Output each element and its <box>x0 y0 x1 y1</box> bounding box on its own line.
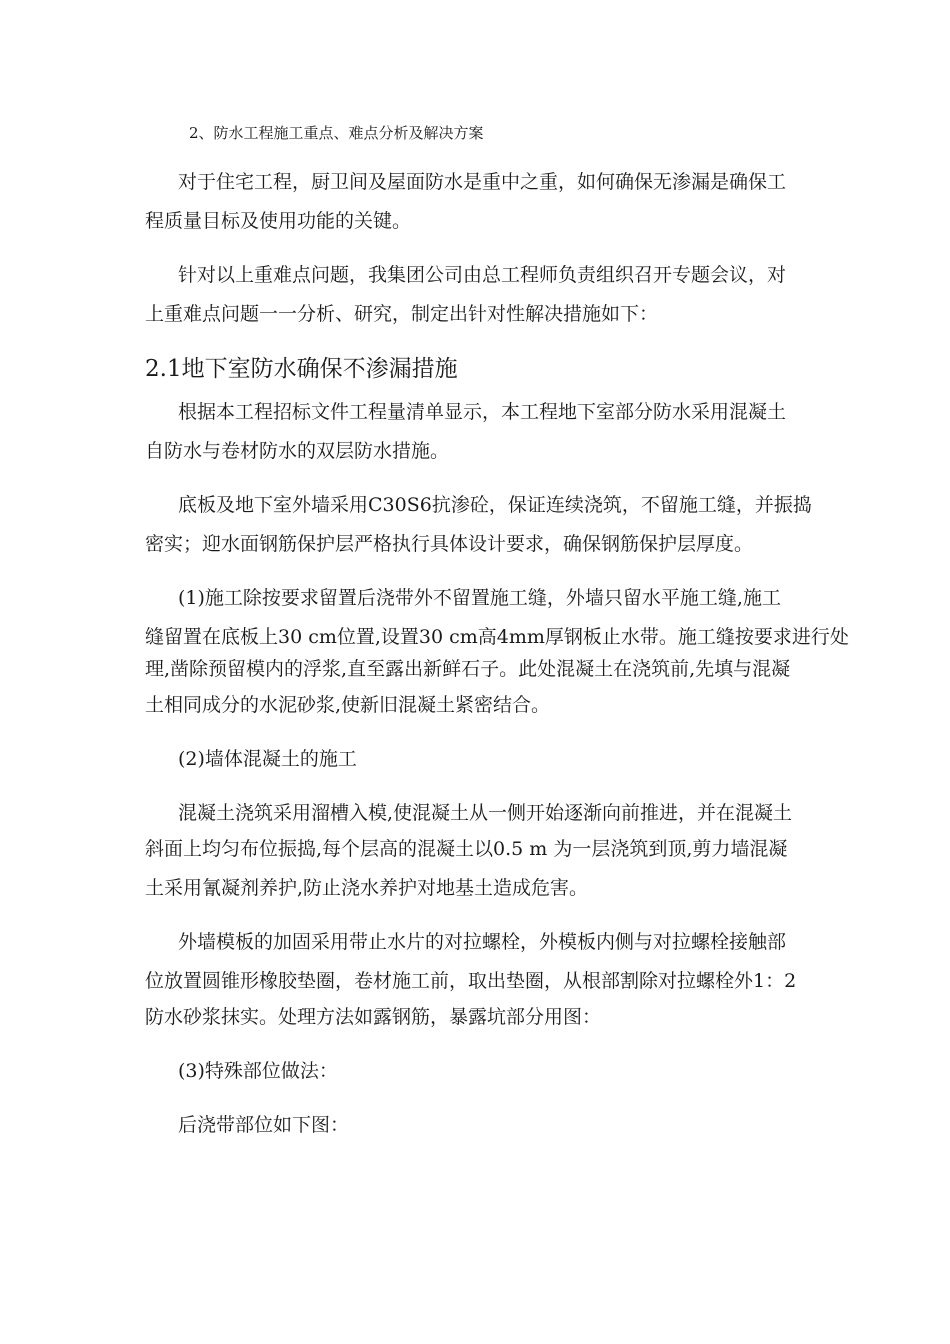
paragraph-line: 缝留置在底板上30 cm位置,设置30 cm高4mm厚钢板止水带。施工缝按要求进行处 <box>145 626 849 648</box>
paragraph-line: 针对以上重难点问题，我集团公司由总工程师负责组织召开专题会议，对 <box>178 264 787 286</box>
paragraph-line: 后浇带部位如下图： <box>178 1114 350 1136</box>
paragraph-line: 根据本工程招标文件工程量清单显示，本工程地下室部分防水采用混凝土 <box>178 401 787 423</box>
paragraph-line: (1)施工除按要求留置后浇带外不留置施工缝，外墙只留水平施工缝,施工 <box>178 587 781 609</box>
section-heading: 2、防水工程施工重点、难点分析及解决方案 <box>189 124 484 142</box>
paragraph-line: 自防水与卷材防水的双层防水措施。 <box>145 440 450 462</box>
paragraph-line: 土采用氰凝剂养护,防止浇水养护对地基土造成危害。 <box>145 877 589 899</box>
paragraph-line: 位放置圆锥形橡胶垫圈，卷材施工前，取出垫圈，从根部割除对拉螺栓外1：2 <box>145 970 797 992</box>
paragraph-line: 防水砂浆抹实。处理方法如露钢筋，暴露坑部分用图： <box>145 1006 602 1028</box>
paragraph-line: 上重难点问题一一分析、研究，制定出针对性解决措施如下： <box>145 303 659 325</box>
paragraph-line: (3)特殊部位做法： <box>178 1060 338 1082</box>
paragraph-line: 密实；迎水面钢筋保护层严格执行具体设计要求，确保钢筋保护层厚度。 <box>145 533 754 555</box>
paragraph-line: 程质量目标及使用功能的关键。 <box>145 210 412 232</box>
paragraph-line: 底板及地下室外墙采用C30S6抗渗砼，保证连续浇筑，不留施工缝，并振捣 <box>178 494 812 516</box>
paragraph-line: 对于住宅工程，厨卫间及屋面防水是重中之重，如何确保无渗漏是确保工 <box>178 171 787 193</box>
paragraph-line: 土相同成分的水泥砂浆,使新旧混凝土紧密结合。 <box>145 694 551 716</box>
subheading: 2.1地下室防水确保不渗漏措施 <box>145 356 458 382</box>
paragraph-line: 斜面上均匀布位振捣,每个层高的混凝土以0.5 m 为一层浇筑到顶,剪力墙混凝 <box>145 838 788 860</box>
paragraph-line: 混凝土浇筑采用溜槽入模,使混凝土从一侧开始逐渐向前推进，并在混凝土 <box>178 802 793 824</box>
paragraph-line: (2)墙体混凝土的施工 <box>178 748 357 770</box>
paragraph-line: 外墙模板的加固采用带止水片的对拉螺栓，外模板内侧与对拉螺栓接触部 <box>178 931 787 953</box>
paragraph-line: 理,凿除预留模内的浮浆,直至露出新鲜石子。此处混凝土在浇筑前,先填与混凝 <box>145 658 791 680</box>
